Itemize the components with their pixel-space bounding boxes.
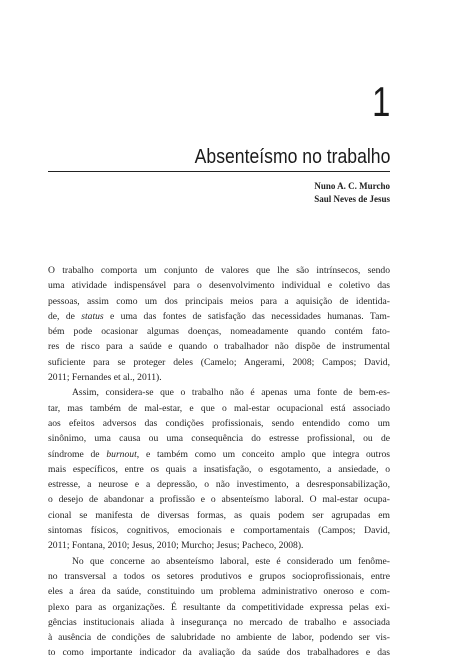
body-line: sintomas físicos, cognitivos, emocionais e comportamentais (Campos; David, — [48, 525, 390, 537]
body-line: pessoas, assim como um dos principais meios para a aquisição de identida- — [48, 295, 390, 307]
body-line: à ausência de condições de salubridade no ambiente de labor, podendo ser vis- — [48, 632, 390, 644]
chapter-authors — [314, 180, 390, 206]
body-line: tar, mas também de mal-estar, e que o mal-estar ocupacional está associado — [48, 402, 390, 414]
body-line: mais específicos, entre os quais a insatisfação, o esgotamento, a ansiedade, o — [48, 463, 390, 475]
body-line: 2011; Fontana, 2010; Jesus, 2010; Murcho; Jesus; Pacheco, 2008). — [48, 540, 304, 552]
body-line: Assim, considera-se que o trabalho não é apenas uma fonte de bem-es- — [72, 387, 390, 399]
body-line: estresse, a neurose e a depressão, o não investimento, a desresponsabilização, — [48, 479, 390, 491]
body-line: o desejo de abandonar a profissão e o absenteísmo laboral. O mal-estar ocupa- — [48, 494, 390, 506]
body-line: cional se manifesta de diversas formas, as quais podem ser agrupadas em — [48, 509, 390, 521]
body-text — [48, 263, 390, 661]
body-line: to como importante indicador da avaliação da saúde dos trabalhadores e das — [48, 647, 390, 659]
chapter-number: 1 — [371, 78, 390, 125]
body-line: síndrome de burnout, e também como um conceito amplo que integra outros — [48, 448, 390, 460]
chapter-title: Absenteísmo no trabalho — [194, 146, 390, 168]
body-line: no transversal a todos os setores produtivos e grupos socioprofissionais, entre — [48, 570, 390, 582]
body-line: plexo para as organizações. É resultante da competitividade expressa pelas exi- — [48, 601, 390, 613]
body-line: uma atividade indispensável para o desenvolvimento individual e coletivo das — [48, 280, 390, 292]
body-line: No que concerne ao absenteísmo laboral, este é considerado um fenôme- — [72, 555, 390, 567]
body-line: suficiente para se proteger deles (Camelo; Angerami, 2008; Campos; David, — [48, 356, 390, 368]
body-line: res de risco para a saúde e quando o trabalhador não dispõe de instrumental — [48, 341, 390, 353]
body-line: eles a área da saúde, constituindo um problema administrativo oneroso e com- — [48, 586, 390, 598]
title-divider — [48, 171, 390, 172]
body-line: aos efeitos adversos das condições profissionais, sendo entendido como um — [48, 417, 390, 429]
body-line: bém pode ocasionar algumas doenças, nomeadamente quando contém fato- — [48, 326, 390, 338]
body-line: gências institucionais aliada à insegurança no mercado de trabalho e associada — [48, 616, 390, 628]
author-name: Nuno A. C. Murcho — [314, 181, 390, 191]
body-line: 2011; Fernandes et al., 2011). — [48, 372, 162, 384]
author-name: Saul Neves de Jesus — [314, 194, 390, 204]
body-line: de, de status e uma das fontes de satisfação das necessidades humanas. Tam- — [48, 310, 390, 322]
body-line: sinônimo, uma causa ou uma consequência do estresse profissional, ou de — [48, 433, 390, 445]
body-line: O trabalho comporta um conjunto de valores que lhe são intrínsecos, sendo — [48, 265, 390, 276]
